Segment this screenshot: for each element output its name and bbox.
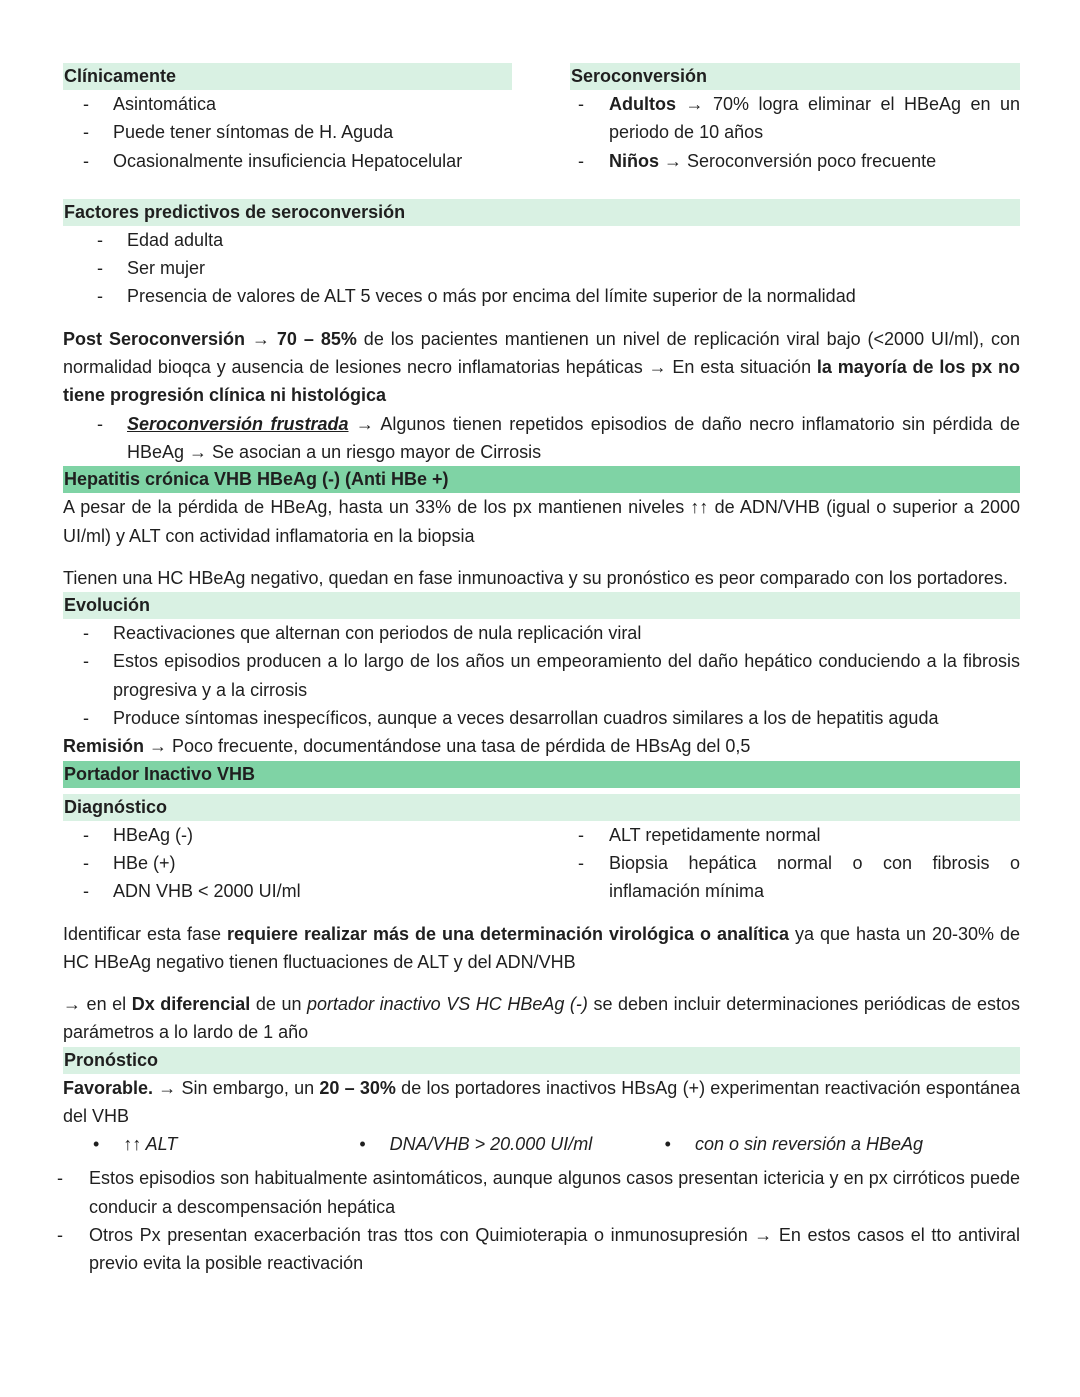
identificar-text-2: ya que hasta un 20-30% de HC HBeAg negativo tienen fluctuaciones de ALT y del ADN/VHB bbox=[63, 923, 1021, 972]
sero-section bbox=[570, 63, 1020, 175]
list-item: - Presencia de valores de ALT 5 veces o más por encima del límite superior de la normalidad bbox=[63, 282, 1020, 310]
post-pct: 70 – 85% bbox=[276, 328, 357, 349]
diagnostico-left bbox=[63, 821, 512, 906]
evolucion-list bbox=[63, 619, 1020, 732]
portador-heading: Portador Inactivo VHB bbox=[63, 761, 1020, 788]
top-columns bbox=[63, 63, 1020, 175]
clinic-heading: Clínicamente bbox=[63, 63, 512, 90]
diagnostico-columns bbox=[63, 821, 1020, 906]
identificar-paragraph bbox=[63, 920, 1020, 977]
document-page bbox=[63, 63, 1020, 1278]
list-item: - ALT repetidamente normal bbox=[570, 821, 1020, 849]
list-item: - Estos episodios son habitualmente asintomáticos, aunque algunos casos presentan ictericia y en px cirróticos puede conducir a descompensación hepática bbox=[63, 1164, 1020, 1221]
favorable-paragraph bbox=[63, 1074, 1020, 1131]
list-item: - Asintomática bbox=[63, 90, 512, 118]
ninos-label: Niños bbox=[609, 150, 660, 171]
diagnostico-right-list bbox=[570, 821, 1020, 906]
dx-italic: portador inactivo VS HC HBeAg (-) bbox=[307, 994, 588, 1015]
list-item: - Reactivaciones que alternan con periodos de nula replicación viral bbox=[63, 619, 1020, 647]
post-arrow: → bbox=[245, 328, 277, 349]
dx-diferencial-paragraph bbox=[63, 990, 1020, 1047]
hepatitis-paragraph-1: A pesar de la pérdida de HBeAg, hasta un 33% de los px mantienen niveles ↑↑ de ADN/VHB (igual o superior a 2000 UI/ml) y ALT con actividad inflamatoria en la biopsia bbox=[63, 497, 1020, 546]
diagnostico-left-list bbox=[63, 821, 512, 906]
bullet-item: con o sin reversión a HBeAg bbox=[694, 1134, 924, 1155]
factores-list bbox=[63, 226, 1020, 311]
frustrada-list bbox=[63, 410, 1020, 467]
list-item: - Edad adulta bbox=[63, 226, 1020, 254]
diagnostico-heading: Diagnóstico bbox=[63, 794, 1020, 821]
identificar-bold: requiere realizar más de una determinación virológica o analítica bbox=[227, 923, 789, 944]
list-item: - Puede tener síntomas de H. Aguda bbox=[63, 118, 512, 146]
remision-label: Remisión bbox=[63, 736, 145, 757]
list-item bbox=[570, 147, 1020, 175]
dx-text-2: se deben incluir determinaciones periódicas de estos parámetros a lo lardo de 1 año bbox=[63, 994, 1021, 1043]
post-label: Post Seroconversión bbox=[63, 328, 245, 349]
factores-heading: Factores predictivos de seroconversión bbox=[63, 199, 1020, 226]
hepatitis-paragraph-2: Tienen una HC HBeAg negativo, quedan en fase inmunoactiva y su pronóstico es peor comparado con los portadores. bbox=[63, 567, 1008, 588]
diagnostico-right bbox=[570, 821, 1020, 906]
favorable-text-2: de los portadores inactivos HBsAg (+) experimentan reactivación espontánea del VHB bbox=[63, 1077, 1021, 1127]
frustrada-text: → Algunos tienen repetidos episodios de daño necro inflamatorio sin pérdida de HBeAg → Se asocian a un riesgo mayor de Cirrosis bbox=[127, 413, 1020, 462]
ninos-text: → Seroconversión poco frecuente bbox=[664, 150, 937, 171]
bullet-item: DNA/VHB > 20.000 UI/ml bbox=[389, 1134, 593, 1155]
remision-paragraph bbox=[63, 732, 1020, 760]
favorable-label: Favorable. bbox=[63, 1077, 154, 1098]
remision-text: → Poco frecuente, documentándose una tasa de pérdida de HBsAg del 0,5 bbox=[144, 736, 751, 757]
list-item: - Biopsia hepática normal o con fibrosis o inflamación mínima bbox=[570, 849, 1020, 906]
post-seroconversion-paragraph bbox=[63, 325, 1020, 410]
bullet-item: ↑↑ ALT bbox=[123, 1134, 178, 1155]
dx-bold: Dx diferencial bbox=[131, 994, 251, 1015]
list-item: - Ocasionalmente insuficiencia Hepatocelular bbox=[63, 147, 512, 175]
sero-list bbox=[570, 90, 1020, 175]
bullet-dot: • bbox=[93, 1134, 100, 1155]
adultos-label: Adultos bbox=[609, 94, 676, 114]
favorable-text-1: → Sin embargo, un bbox=[153, 1077, 320, 1098]
evolucion-heading: Evolución bbox=[63, 592, 1020, 619]
hepatitis-heading: Hepatitis crónica VHB HBeAg (-) (Anti HBe +) bbox=[63, 466, 1020, 493]
clinic-list bbox=[63, 90, 512, 175]
clinic-section bbox=[63, 63, 512, 175]
post-text: de los pacientes mantienen un nivel de replicación viral bajo (<2000 UI/ml), con normalidad bioqca y ausencia de lesiones necro inflamatorias hepáticas → En esta situación bbox=[63, 328, 1020, 378]
bullet-dot: • bbox=[359, 1134, 366, 1155]
post-bold: la mayoría de los px no tiene progresión clínica ni histológica bbox=[63, 357, 1020, 406]
sero-heading: Seroconversión bbox=[570, 63, 1020, 90]
list-item: - Otros Px presentan exacerbación tras ttos con Quimioterapia o inmunosupresión → En estos casos el tto antiviral previo evita la posible reactivación bbox=[63, 1221, 1020, 1278]
list-item: - HBeAg (-) bbox=[63, 821, 512, 849]
frustrada-label: Seroconversión frustrada bbox=[127, 413, 349, 434]
list-item: - ADN VHB < 2000 UI/ml bbox=[63, 877, 512, 905]
bullet-dot: • bbox=[664, 1134, 671, 1155]
dx-text-1: de un bbox=[250, 994, 308, 1015]
adultos-text: → 70% logra eliminar el HBeAg en un periodo de 10 años bbox=[609, 94, 1020, 143]
list-item bbox=[63, 410, 1020, 467]
list-item: - Ser mujer bbox=[63, 254, 1020, 282]
favorable-pct: 20 – 30% bbox=[319, 1077, 396, 1098]
identificar-text-1: Identificar esta fase bbox=[63, 923, 228, 944]
dx-arrow: → en el bbox=[63, 994, 132, 1015]
list-item: - HBe (+) bbox=[63, 849, 512, 877]
reactivacion-bullets bbox=[63, 1130, 1020, 1158]
pronostico-list bbox=[63, 1164, 1020, 1277]
list-item: - Produce síntomas inespecíficos, aunque a veces desarrollan cuadros similares a los de hepatitis aguda bbox=[63, 704, 1020, 732]
pronostico-heading: Pronóstico bbox=[63, 1047, 1020, 1074]
list-item bbox=[570, 90, 1020, 147]
list-item: - Estos episodios producen a lo largo de los años un empeoramiento del daño hepático conduciendo a la fibrosis progresiva y a la cirrosis bbox=[63, 647, 1020, 704]
